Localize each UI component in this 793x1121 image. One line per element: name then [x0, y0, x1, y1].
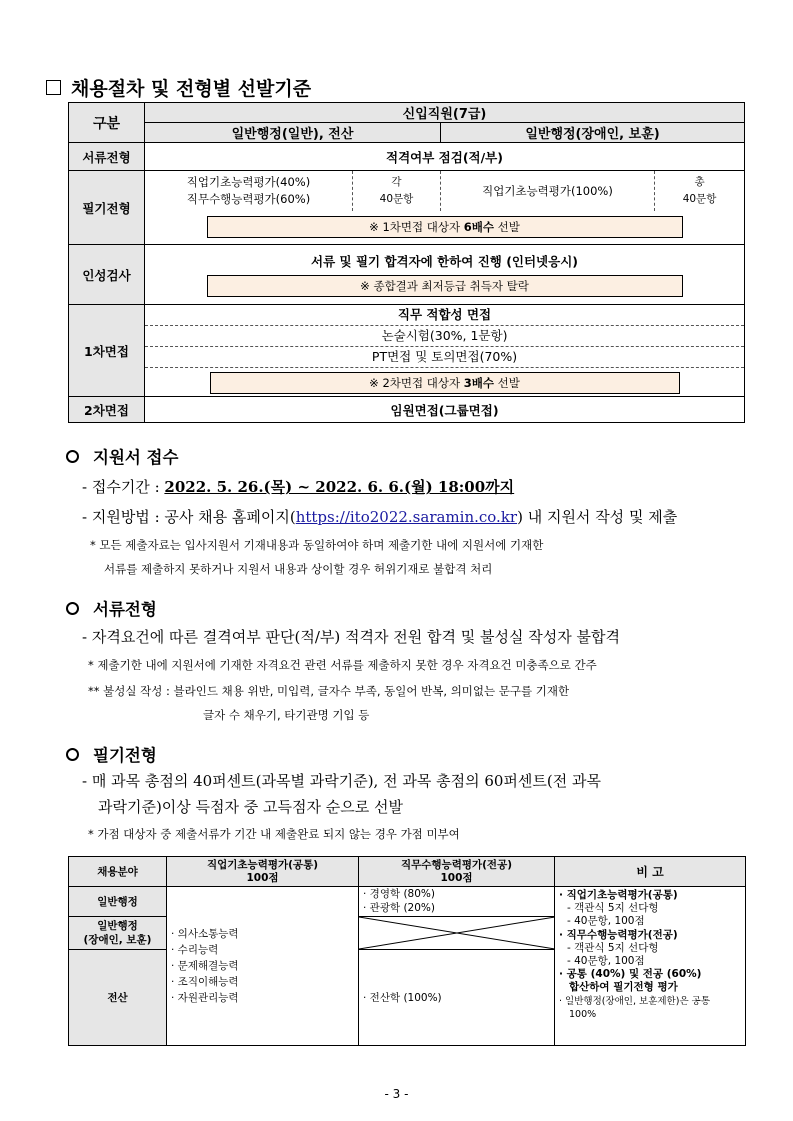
written-heading	[66, 742, 157, 766]
circle-bullet-icon	[66, 748, 79, 761]
application-heading	[66, 444, 178, 468]
interview1-note-post: 선발	[493, 376, 520, 390]
score-header-job-name: 직무수행능력평가(전공)	[400, 858, 513, 871]
written-total-count: 40문항	[682, 192, 717, 205]
page-number: - 3 -	[384, 1087, 409, 1101]
basic-item: · 수리능력	[171, 944, 219, 956]
doc-screening-heading	[66, 596, 157, 620]
written-note-pre: ※ 1차면접 대상자	[369, 220, 464, 235]
remark-line: - 객관식 5지 선다형	[567, 941, 659, 954]
doc-screening-heading-text: 서류전형	[93, 600, 157, 619]
homepage-link[interactable]: https://ito2022.saramin.co.kr	[295, 508, 518, 526]
cross-out-icon	[359, 917, 555, 949]
interview2-value: 임원면접(그룹면접)	[145, 397, 745, 423]
written-subject-job: 직무수행능력평가(60%)	[186, 191, 311, 206]
remark-line: · 직무수행능력평가(전공)	[559, 928, 678, 941]
basic-item: · 조직이해능력	[171, 976, 239, 988]
score-row-general: 일반행정	[69, 887, 167, 917]
basic-item: · 의사소통능력	[171, 928, 239, 940]
score-table	[68, 856, 746, 1046]
score-header-basic-name: 직업기초능력평가(공통)	[206, 858, 319, 871]
interview1-note-box	[210, 372, 680, 394]
header-group: 신입직원(7급)	[145, 103, 745, 123]
written-heading-text: 필기전형	[93, 746, 157, 765]
job-item-business: · 경영학 (80%)	[363, 888, 435, 900]
written-note-box	[207, 216, 683, 238]
header-category: 구분	[69, 103, 145, 143]
interview1-note-bold: 3배수	[463, 376, 494, 390]
application-heading-text: 지원서 접수	[93, 448, 179, 467]
score-header-field: 채용분야	[69, 857, 167, 887]
personality-note: ※ 종합결과 최저등급 취득자 탈락	[207, 275, 683, 297]
interview1-note-pre: ※ 2차면접 대상자	[369, 376, 464, 390]
period-label: - 접수기간 :	[82, 478, 165, 496]
application-method	[82, 506, 677, 527]
doc-screening-line1: - 자격요건에 따른 결격여부 판단(적/부) 적격자 전원 합격 및 불성실 작성자 불합격	[82, 628, 620, 646]
row-label-personality: 인성검사	[69, 245, 145, 305]
basic-item: · 문제해결능력	[171, 960, 239, 972]
written-line2: 과락기준)이상 득점자 중 고득점자 순으로 선발	[98, 798, 404, 816]
circle-bullet-icon	[66, 450, 79, 463]
section-title	[46, 74, 311, 101]
remark-line: - 40문항, 100점	[567, 915, 645, 928]
section-title-text: 채용절차 및 전형별 선발기준	[71, 78, 312, 100]
row-label-interview2: 2차면접	[69, 397, 145, 423]
period-value: 2022. 5. 26.(목) ~ 2022. 6. 6.(월) 18:00까지	[164, 478, 515, 496]
method-pre: - 지원방법 : 공사 채용 홈페이지(	[82, 508, 296, 526]
interview1-cell	[145, 305, 745, 397]
score-header-remark: 비 고	[555, 857, 746, 887]
written-note-post: 선발	[493, 220, 520, 235]
score-remark-cell	[555, 887, 746, 1046]
remark-line: · 직업기초능력평가(공통)	[559, 889, 678, 901]
written-count-each	[353, 171, 441, 211]
method-post: ) 내 지원서 작성 및 제출	[517, 508, 678, 526]
header-sub-disabled: 일반행정(장애인, 보훈)	[441, 123, 745, 143]
written-each-label: 각	[391, 175, 402, 188]
row-label-written: 필기전형	[69, 171, 145, 245]
doc-screening-note1: * 제출기한 내에 지원서에 기재한 자격요건 관련 서류를 제출하지 못한 경우 자격요건 미충족으로 간주	[88, 658, 597, 672]
written-total-label: 총	[694, 175, 705, 188]
score-row-disabled-line1: 일반행정	[97, 920, 138, 932]
score-job-disabled-na	[359, 917, 555, 950]
score-row-disabled-line2: (장애인, 보훈)	[83, 934, 152, 946]
score-header-basic	[167, 857, 359, 887]
doc-screening-value: 적격여부 점검(적/부)	[145, 143, 745, 171]
score-header-job-points: 100점	[440, 871, 473, 884]
application-note1: * 모든 제출자료는 입사지원서 기재내용과 동일하여야 하며 제출기한 내에 지원서에 기재한	[90, 538, 544, 552]
written-subject-basic-only: 직업기초능력평가(100%)	[441, 171, 655, 211]
interview1-essay: 논술시험(30%, 1문항)	[145, 325, 744, 346]
written-count-total	[655, 171, 745, 211]
checkbox-square-icon	[46, 80, 61, 95]
written-subjects	[145, 171, 353, 211]
remark-line: · 일반행정(장애인, 보훈제한)은 공통	[559, 995, 710, 1007]
personality-cell	[145, 245, 745, 305]
interview1-pt: PT면접 및 토의면접(70%)	[145, 346, 744, 367]
written-note-cell	[145, 211, 745, 245]
doc-screening-note2: ** 불성실 작성 : 블라인드 채용 위반, 미입력, 글자수 부족, 동일어 반복, 의미없는 문구를 기재한	[88, 684, 570, 698]
basic-item: · 자원관리능력	[171, 992, 239, 1004]
written-each-count: 40문항	[379, 192, 414, 205]
remark-line: - 40문항, 100점	[567, 955, 645, 968]
score-row-it: 전산	[69, 950, 167, 1046]
header-sub-general: 일반행정(일반), 전산	[145, 123, 441, 143]
process-table	[68, 102, 745, 423]
remark-line: · 공통 (40%) 및 전공 (60%)	[559, 968, 702, 981]
remark-line: - 객관식 5지 선다형	[567, 902, 659, 915]
remark-line: 합산하여 필기전형 평가	[569, 981, 678, 994]
job-item-tourism: · 관광학 (20%)	[363, 902, 435, 914]
written-subject-basic: 직업기초능력평가(40%)	[186, 174, 311, 189]
circle-bullet-icon	[66, 602, 79, 615]
score-job-it: · 전산학 (100%)	[359, 950, 555, 1046]
row-label-interview1: 1차면접	[69, 305, 145, 397]
score-row-disabled	[69, 917, 167, 950]
written-note-bold: 6배수	[463, 220, 494, 235]
score-basic-items	[167, 887, 359, 1046]
written-note1: * 가점 대상자 중 제출서류가 기간 내 제출완료 되지 않는 경우 가점 미부여	[88, 827, 460, 841]
score-job-general	[359, 887, 555, 917]
remark-line: 100%	[569, 1008, 597, 1020]
application-note2: 서류를 제출하지 못하거나 지원서 내용과 상이할 경우 허위기재로 불합격 처리	[104, 562, 493, 576]
application-period	[82, 476, 514, 497]
score-header-basic-points: 100점	[246, 871, 279, 884]
doc-screening-note3: 글자 수 채우기, 타기관명 기입 등	[203, 708, 370, 722]
row-label-document: 서류전형	[69, 143, 145, 171]
interview1-title: 직무 적합성 면접	[397, 307, 492, 322]
score-header-job	[359, 857, 555, 887]
personality-value: 서류 및 필기 합격자에 한하여 진행 (인터넷응시)	[311, 254, 578, 269]
written-line1: - 매 과목 총점의 40퍼센트(과목별 과락기준), 전 과목 총점의 60퍼센트(전 과목	[82, 772, 601, 790]
interview1-note-row	[145, 367, 744, 396]
